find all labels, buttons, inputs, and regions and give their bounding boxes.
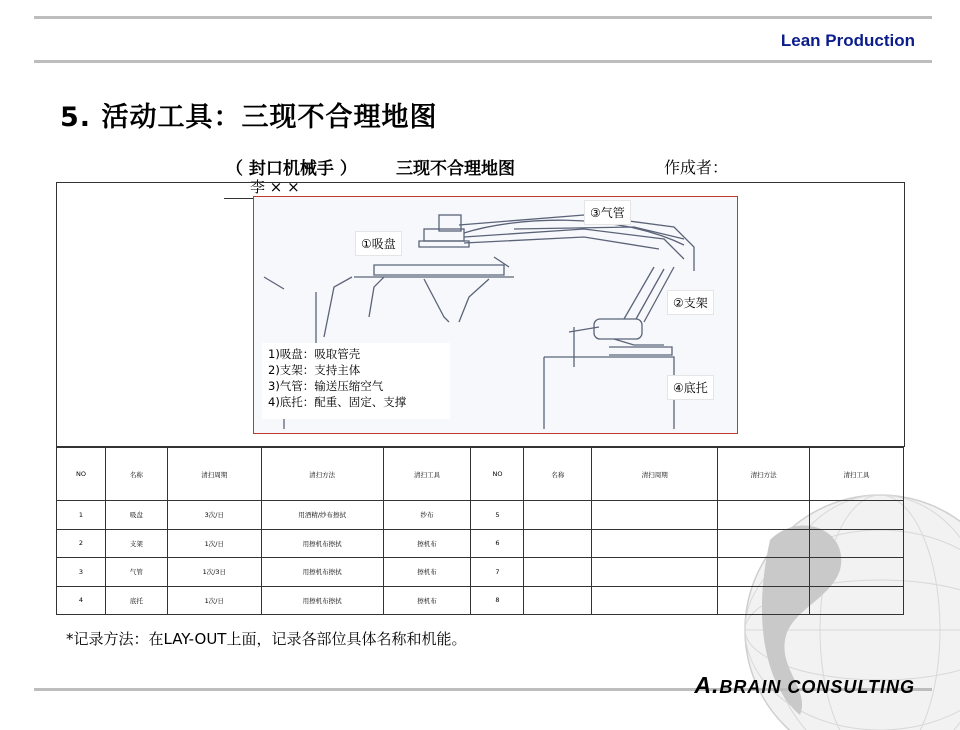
table-cell: 擦机布 (383, 558, 471, 587)
recording-method-note: *记录方法：在LAY-OUT上面，记录各部位具体名称和机能。 (66, 630, 467, 648)
table-cell: 支架 (105, 529, 167, 558)
table-cell (718, 586, 810, 615)
table-cell: 吸盘 (105, 501, 167, 530)
table-header-row (57, 448, 904, 501)
table-cell: 用酒精/纱布擦拭 (261, 501, 383, 530)
footer-brand-name: BRAIN CONSULTING (719, 677, 915, 697)
legend-item: 4)底托：配重、固定、支撑 (268, 395, 407, 409)
table-cell (524, 501, 592, 530)
footer-brand-initial: A. (694, 672, 720, 698)
footer-brand (694, 672, 915, 699)
table-header: NO (471, 448, 524, 501)
table-cell (718, 558, 810, 587)
table-row (57, 586, 904, 615)
top-divider-2 (34, 60, 932, 63)
table-cell: 擦机布 (383, 586, 471, 615)
author-label: 作成者： (664, 158, 729, 177)
table-cell: 4 (57, 586, 106, 615)
table-cell: 1次/日 (167, 586, 261, 615)
table-cell (592, 586, 718, 615)
table-cell: 用擦机布擦拭 (261, 558, 383, 587)
table-cell (524, 558, 592, 587)
table-cell: 8 (471, 586, 524, 615)
table-cell: 底托 (105, 586, 167, 615)
legend-item: 1)吸盘：吸取管壳 (268, 347, 361, 361)
table-cell (718, 529, 810, 558)
header-brand: Lean Production (780, 31, 915, 50)
table-cell: 2 (57, 529, 106, 558)
page-title: 5. 活动工具：三现不合理地图 (60, 102, 438, 133)
top-divider-1 (34, 16, 932, 19)
machine-name: （ 封口机械手 ） (226, 159, 357, 179)
table-cell: 7 (471, 558, 524, 587)
table-header: 清扫方法 (718, 448, 810, 501)
table-cell: 1 (57, 501, 106, 530)
table-cell (592, 558, 718, 587)
callout-support: ②支架 (667, 290, 714, 315)
table-cell (524, 586, 592, 615)
legend-item: 3)气管：输送压缩空气 (268, 379, 384, 393)
table-header: NO (57, 448, 106, 501)
author-name: 李 × × (250, 178, 300, 196)
table-cell (810, 558, 904, 587)
table-cell: 6 (471, 529, 524, 558)
table-header: 名称 (524, 448, 592, 501)
table-row (57, 558, 904, 587)
table-cell: 纱布 (383, 501, 471, 530)
table-header: 清扫方法 (261, 448, 383, 501)
legend-item: 2)支架：支持主体 (268, 363, 361, 377)
table-header: 清扫工具 (810, 448, 904, 501)
table-cell: 用擦机布擦拭 (261, 586, 383, 615)
table-cell: 气管 (105, 558, 167, 587)
table-header: 清扫周期 (167, 448, 261, 501)
callout-suction: ①吸盘 (355, 231, 402, 256)
table-header: 名称 (105, 448, 167, 501)
map-name: 三现不合理地图 (396, 159, 515, 179)
table-cell (524, 529, 592, 558)
table-cell: 1次/日 (167, 529, 261, 558)
callout-air-pipe: ③气管 (584, 200, 631, 225)
table-cell: 擦机布 (383, 529, 471, 558)
cleaning-table (56, 447, 904, 615)
table-row (57, 501, 904, 530)
table-cell (810, 586, 904, 615)
function-legend (262, 343, 450, 419)
table-header: 清扫周期 (592, 448, 718, 501)
table-row (57, 529, 904, 558)
table-cell (592, 529, 718, 558)
table-cell (592, 501, 718, 530)
table-cell: 用擦机布擦拭 (261, 529, 383, 558)
table-cell: 5 (471, 501, 524, 530)
table-cell (810, 529, 904, 558)
callout-base: ④底托 (667, 375, 714, 400)
table-cell (718, 501, 810, 530)
table-cell (810, 501, 904, 530)
table-cell: 3次/日 (167, 501, 261, 530)
table-header: 清扫工具 (383, 448, 471, 501)
table-cell: 3 (57, 558, 106, 587)
table-cell: 1次/3日 (167, 558, 261, 587)
